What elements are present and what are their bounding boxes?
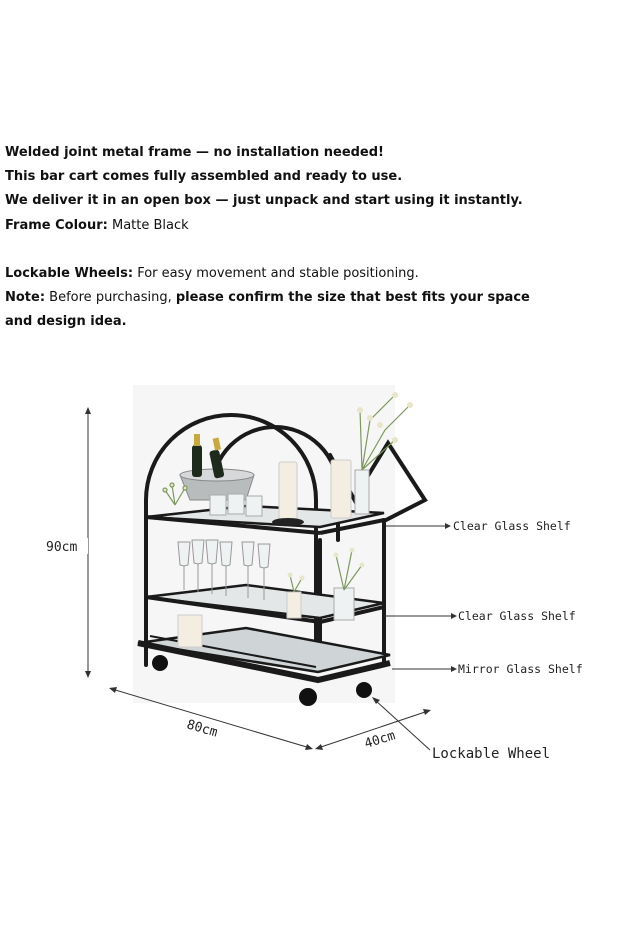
desc-line-welded: Welded joint metal frame — no installation needed! (5, 145, 384, 160)
note-text-bold: please confirm the size that best fits your space and design idea. (5, 290, 530, 330)
wheels-label: Lockable Wheels: (5, 265, 134, 281)
frame-colour-label: Frame Colour: (5, 217, 108, 233)
frame-colour-value: Matte Black (107, 217, 189, 233)
bar-cart-diagram (0, 370, 620, 790)
note-label: Note: (5, 290, 46, 306)
shelf-middle-label: Clear Glass Shelf (458, 609, 576, 623)
desc-line-assembled: This bar cart comes fully assembled and ready to use. (5, 169, 403, 185)
spacer (5, 238, 615, 262)
frame-colour-row (5, 214, 615, 238)
bottom-candle (178, 615, 202, 647)
width-label: 80cm (184, 717, 220, 741)
shelf-top-label: Clear Glass Shelf (453, 519, 571, 533)
product-description (5, 141, 615, 334)
height-label: 90cm (46, 540, 78, 555)
shelf-bottom-label: Mirror Glass Shelf (458, 662, 583, 676)
wheel-label: Lockable Wheel (432, 746, 551, 762)
wheels-row (5, 262, 615, 286)
tumbler-glasses (210, 494, 262, 516)
wheels-value: For easy movement and stable positioning. (133, 265, 419, 281)
depth-label: 40cm (362, 728, 398, 752)
note-text-plain: Before purchasing, (45, 290, 176, 306)
note-row (5, 286, 545, 334)
desc-line-delivery: We deliver it in an open box — just unpack and start using it instantly. (5, 193, 523, 209)
